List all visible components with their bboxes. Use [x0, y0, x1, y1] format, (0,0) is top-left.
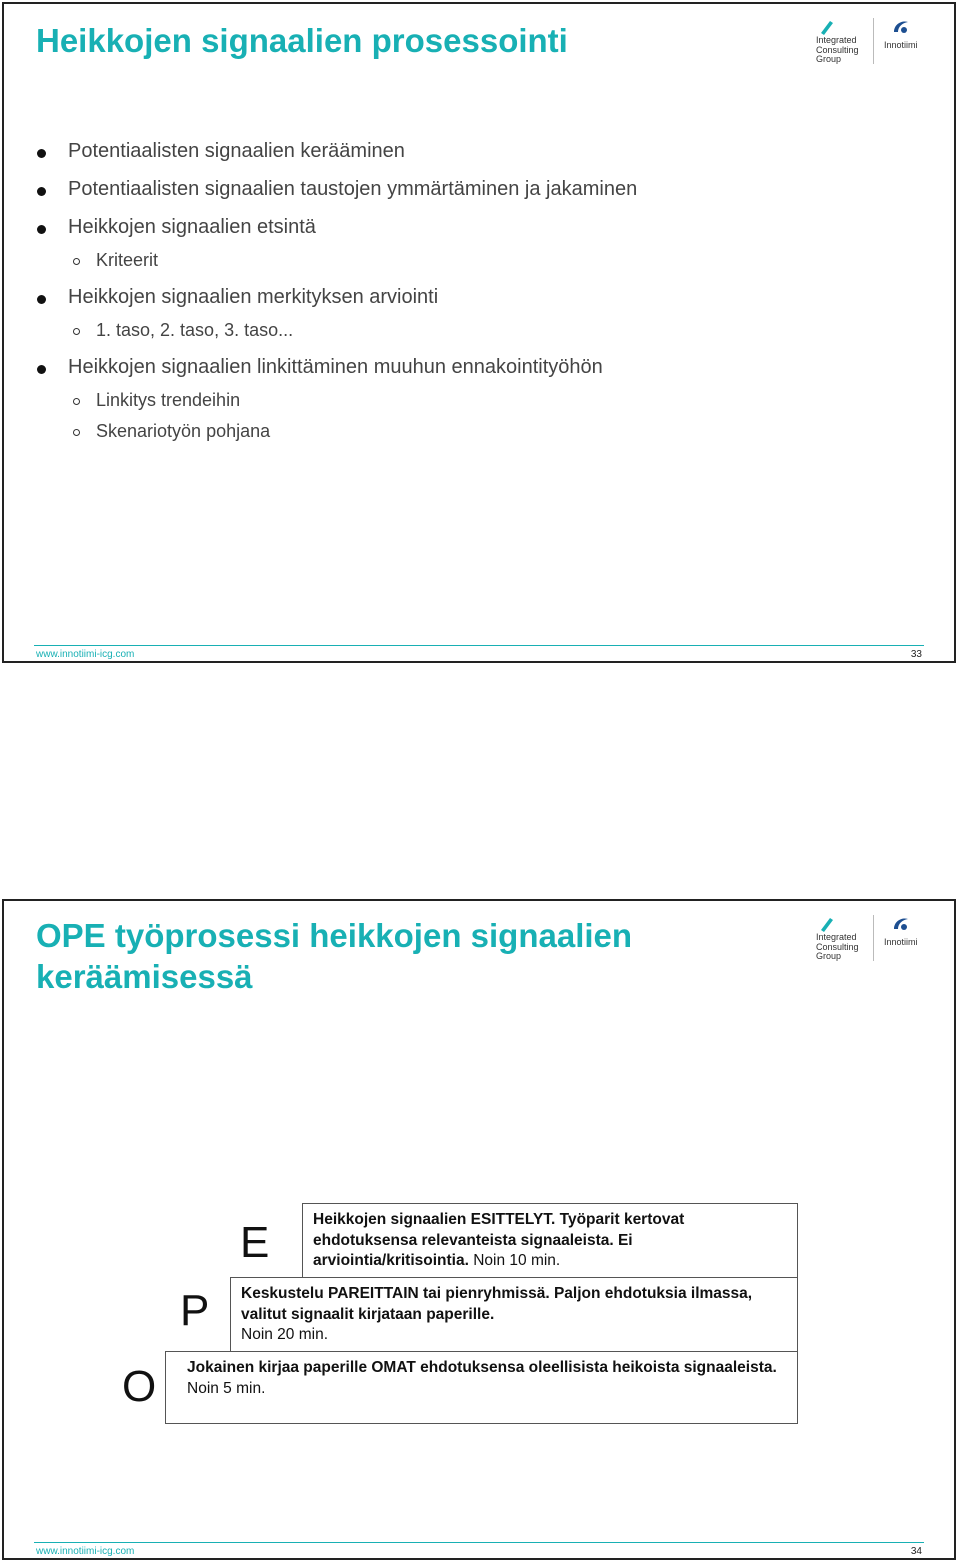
step-box-o	[165, 1351, 798, 1424]
icg-logo-icon	[818, 18, 836, 36]
innotiimi-logo-text: Innotiimi	[884, 40, 918, 50]
step-box-p	[230, 1277, 798, 1352]
icg-logo-text: Integrated Consulting Group	[816, 35, 859, 64]
sub-bullet-item: 1. taso, 2. taso, 3. taso...	[34, 320, 637, 356]
sub-bullet-item: Linkitys trendeihin	[34, 390, 637, 421]
logo-divider	[873, 18, 874, 64]
company-logo	[814, 18, 924, 68]
bullet-list	[34, 140, 637, 452]
company-logo	[814, 915, 924, 965]
slide-title: Heikkojen signaalien prosessointi	[36, 22, 568, 59]
step-e-time: Noin 10 min.	[473, 1252, 561, 1270]
footer-rule	[34, 645, 924, 646]
slide-33	[2, 2, 956, 663]
sub-bullet-item: Skenariotyön pohjana	[34, 421, 637, 452]
bullet-item: Potentiaalisten signaalien kerääminen	[34, 140, 637, 178]
step-o-text: Jokainen kirjaa paperille OMAT ehdotuksensa oleellisista heikoista signaaleista.	[187, 1359, 777, 1376]
step-box-e	[302, 1203, 798, 1278]
footer-rule	[34, 1542, 924, 1543]
bullet-item: Heikkojen signaalien linkittäminen muuhun ennakointityöhön	[34, 356, 637, 390]
step-e-text: Heikkojen signaalien ESITTELYT. Työparit kertovat ehdotuksensa relevanteista signaaleista. Ei arviointia/kritisointia.	[313, 1211, 685, 1270]
footer-url: www.innotiimi-icg.com	[36, 1546, 135, 1557]
innotiimi-logo-icon	[890, 915, 912, 933]
page-number: 33	[910, 649, 922, 660]
bullet-item: Heikkojen signaalien etsintä	[34, 216, 637, 250]
icg-logo-icon	[818, 915, 836, 933]
logo-divider	[873, 915, 874, 961]
step-p-time: Noin 20 min.	[241, 1326, 329, 1344]
slide-34	[2, 899, 956, 1560]
sub-bullet-item: Kriteerit	[34, 250, 637, 286]
innotiimi-logo-text: Innotiimi	[884, 937, 918, 947]
step-letter-p: P	[180, 1286, 210, 1335]
icg-logo-text: Integrated Consulting Group	[816, 932, 859, 961]
step-o-time: Noin 5 min.	[187, 1379, 266, 1397]
footer-url: www.innotiimi-icg.com	[36, 649, 135, 660]
bullet-item: Heikkojen signaalien merkityksen arviointi	[34, 286, 637, 320]
slide-title-line-2: keräämisessä	[36, 958, 253, 995]
bullet-item: Potentiaalisten signaalien taustojen ymmärtäminen ja jakaminen	[34, 178, 637, 216]
step-letter-e: E	[240, 1218, 270, 1267]
step-p-text: Keskustelu PAREITTAIN tai pienryhmissä. Paljon ehdotuksia ilmassa, valitut signaalit kirjataan paperille.	[241, 1285, 753, 1323]
innotiimi-logo-icon	[890, 18, 912, 36]
slide-title-line-1: OPE työprosessi heikkojen signaalien	[36, 917, 633, 954]
step-letter-o: O	[122, 1362, 157, 1411]
page-number: 34	[910, 1546, 922, 1557]
slide-title	[36, 915, 632, 997]
